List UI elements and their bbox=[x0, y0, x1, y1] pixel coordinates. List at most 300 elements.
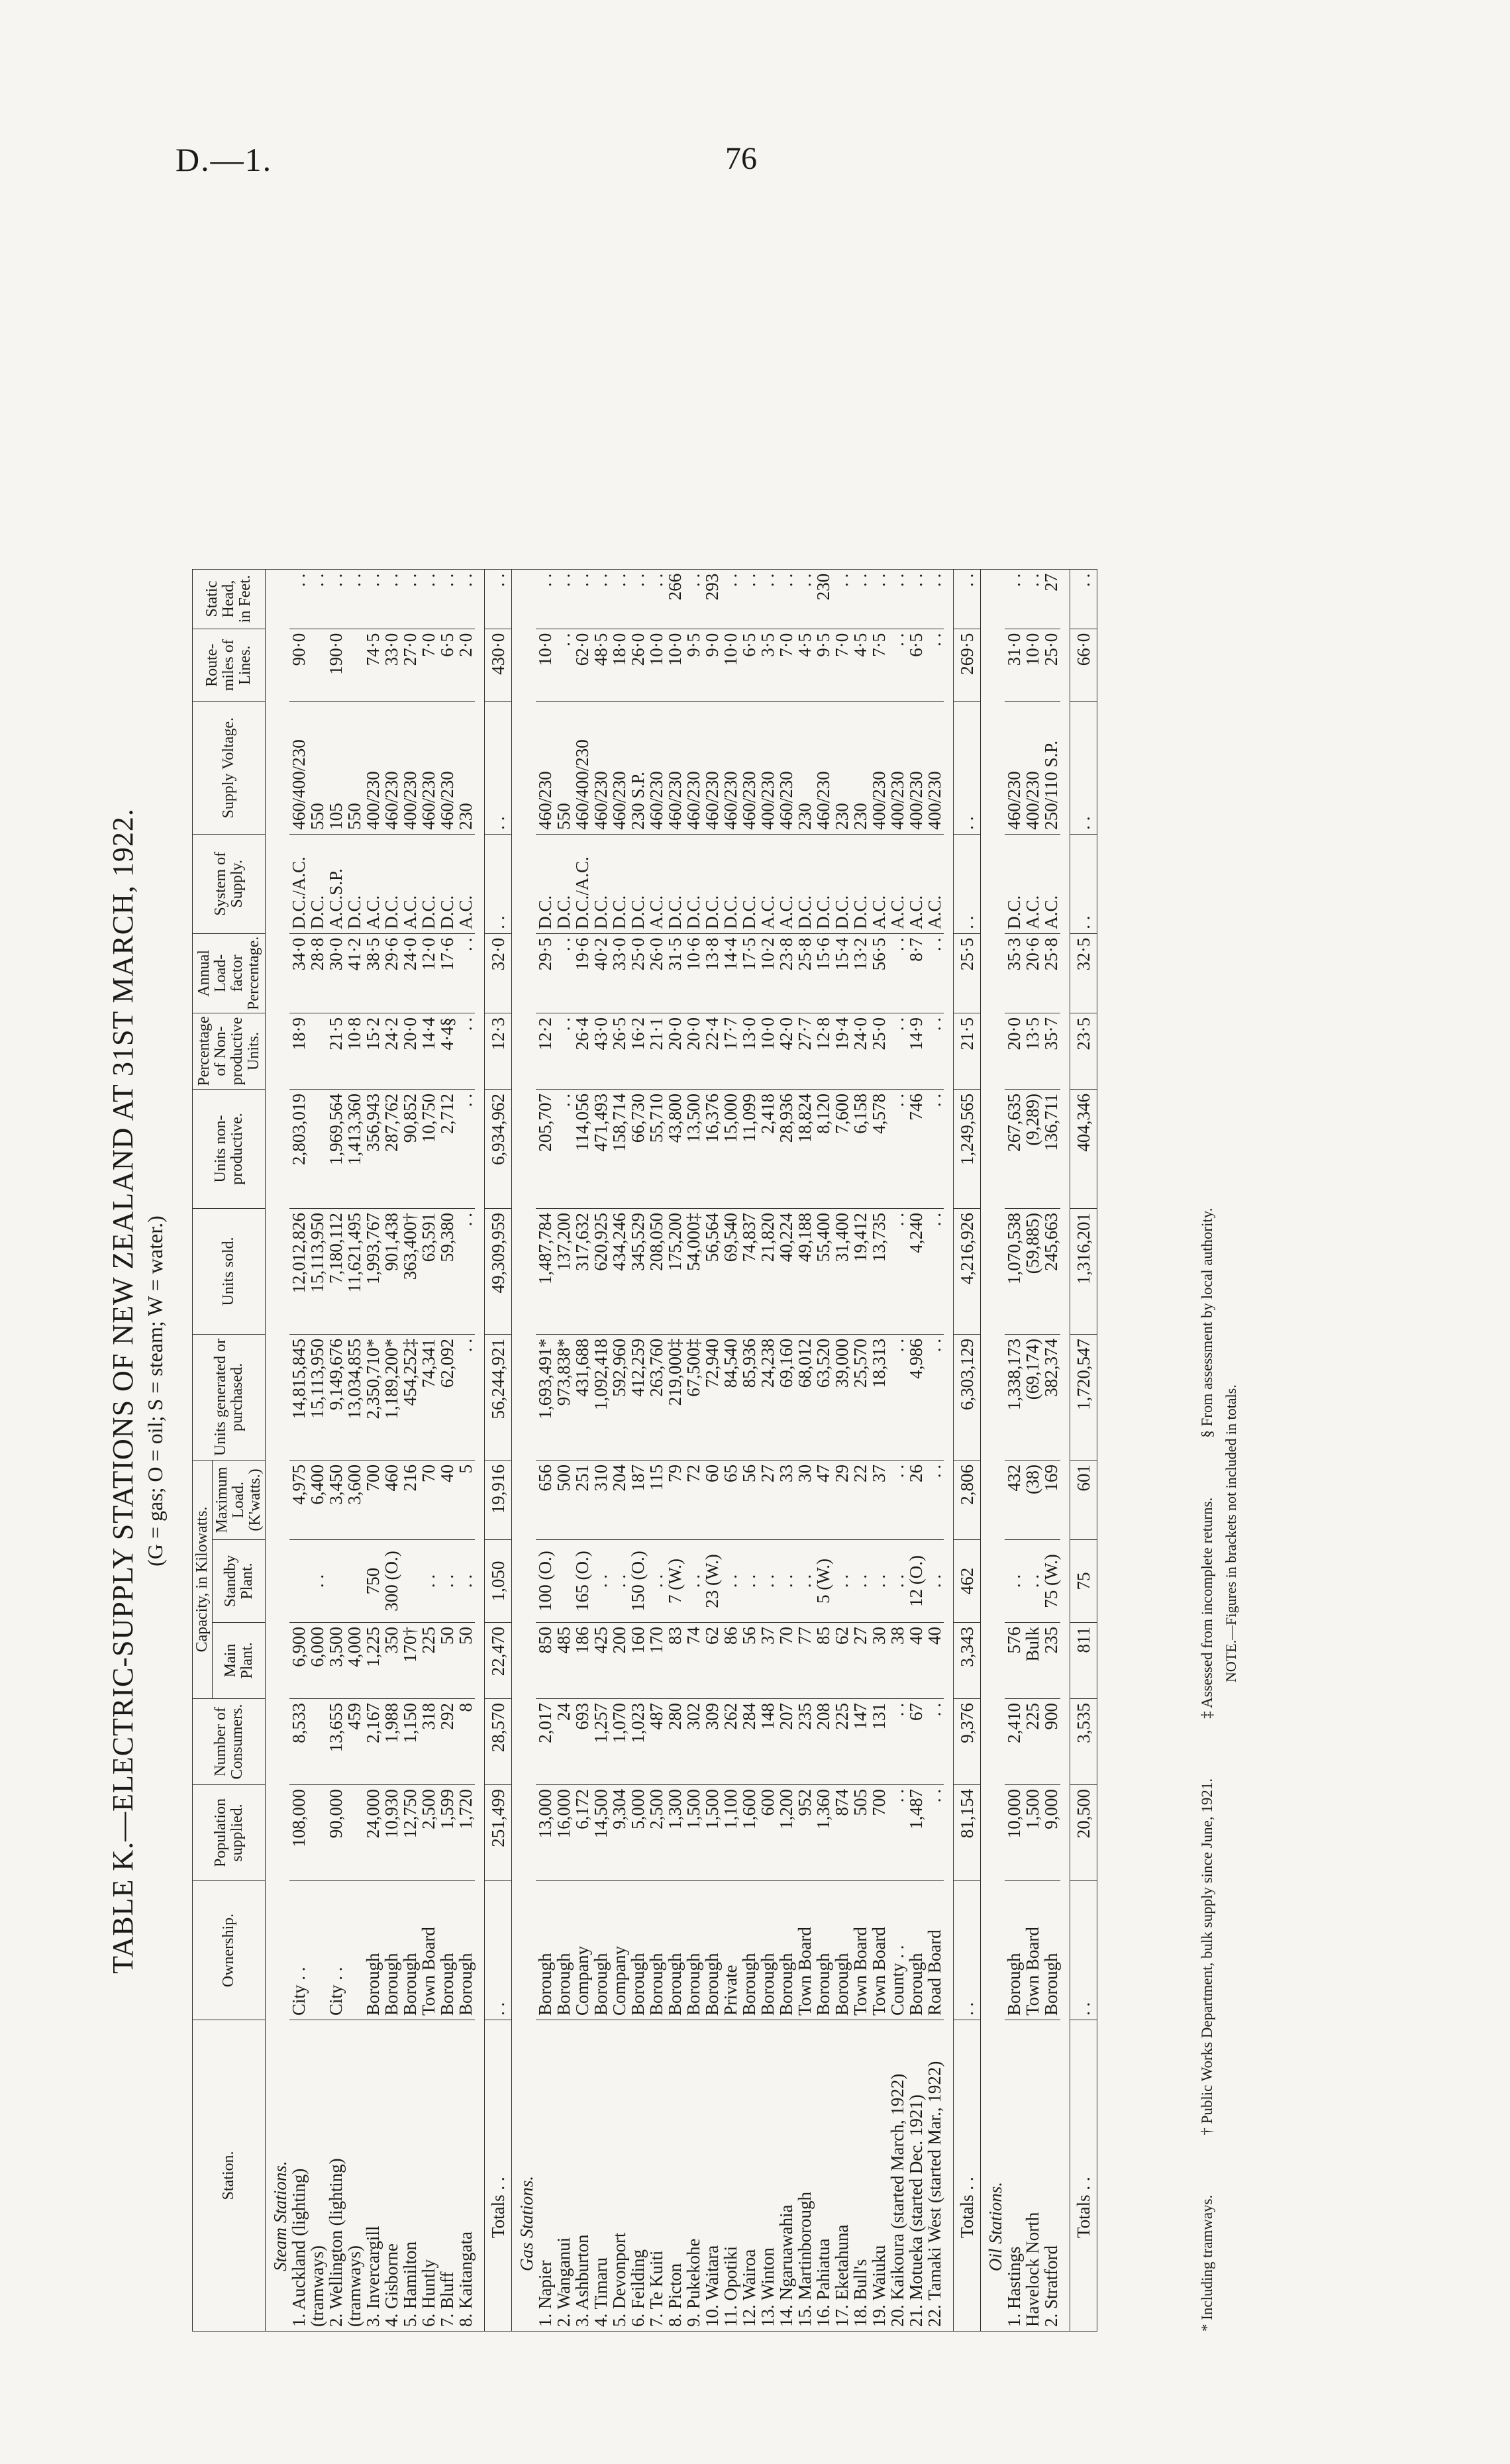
table-cell: 460/230 bbox=[536, 701, 554, 834]
table-cell: 32·5 bbox=[1070, 933, 1097, 1013]
table-cell: 56·5 bbox=[870, 933, 888, 1013]
table-cell: D.C. bbox=[684, 834, 703, 933]
table-cell: 20·0 bbox=[684, 1013, 703, 1090]
table-cell: 460/230 bbox=[721, 701, 740, 834]
table-cell: 10,750 bbox=[419, 1090, 438, 1209]
table-cell: . . bbox=[925, 933, 944, 1013]
table-row bbox=[610, 569, 629, 2331]
table-cell: 245,663 bbox=[1042, 1209, 1060, 1335]
table-cell: 400/230 bbox=[925, 701, 944, 834]
table-cell: 4·4§ bbox=[438, 1013, 456, 1090]
table-cell: 460/230 bbox=[419, 701, 438, 834]
table-cell: . . bbox=[907, 569, 925, 629]
table-cell: (38) bbox=[1023, 1461, 1042, 1540]
table-cell: 811 bbox=[1070, 1623, 1097, 1699]
table-cell: . . bbox=[888, 1013, 907, 1090]
table-cell: . . bbox=[1070, 569, 1097, 629]
table-cell: 263,760 bbox=[647, 1335, 666, 1461]
table-cell: 13,655 bbox=[327, 1699, 345, 1785]
table-row bbox=[721, 569, 740, 2331]
table-cell: 136,711 bbox=[1042, 1090, 1060, 1209]
table-cell: 1,500 bbox=[703, 1785, 721, 1881]
table-cell: 56,244,921 bbox=[485, 1335, 512, 1461]
table-cell: 700 bbox=[364, 1461, 382, 1540]
table-cell: 25·0 bbox=[1042, 629, 1060, 701]
table-cell: 1,050 bbox=[485, 1540, 512, 1623]
table-cell: 14. Ngaruawahia bbox=[777, 2020, 795, 2332]
table-cell: 1,487,784 bbox=[536, 1209, 554, 1335]
table-cell: 74 bbox=[684, 1623, 703, 1699]
table-cell: 147 bbox=[851, 1699, 870, 1785]
table-cell: . . bbox=[832, 1540, 851, 1623]
footnote: § From assessment by local authority. bbox=[1199, 1207, 1215, 1438]
table-cell: 115 bbox=[647, 1461, 666, 1540]
col-nonproductive: Units non-productive. bbox=[193, 1090, 266, 1209]
table-cell bbox=[308, 1013, 327, 1090]
table-cell: . . bbox=[1023, 569, 1042, 629]
table-cell: 4,240 bbox=[907, 1209, 925, 1335]
table-cell: 49,309,959 bbox=[485, 1209, 512, 1335]
table-cell: 485 bbox=[554, 1623, 573, 1699]
table-cell: Borough bbox=[758, 1881, 777, 2020]
table-cell: 10·0 bbox=[666, 629, 684, 701]
table-cell: 19,916 bbox=[485, 1461, 512, 1540]
table-cell: 292 bbox=[438, 1699, 456, 1785]
table-cell: 1,693,491* bbox=[536, 1335, 554, 1461]
col-static-head: Static Head, in Feet. bbox=[193, 569, 266, 629]
table-row bbox=[573, 569, 591, 2331]
table-cell: 460/230 bbox=[703, 701, 721, 834]
table-cell: 2. Wellington (lighting) bbox=[327, 2020, 345, 2332]
table-cell: 460/230 bbox=[382, 701, 401, 834]
table-cell: D.C. bbox=[610, 834, 629, 933]
table-cell: 19·4 bbox=[832, 1013, 851, 1090]
table-cell: 400/230 bbox=[888, 701, 907, 834]
table-cell: Borough bbox=[438, 1881, 456, 2020]
table-cell bbox=[345, 629, 364, 701]
table-cell: 77 bbox=[795, 1623, 814, 1699]
table-cell: 43,800 bbox=[666, 1090, 684, 1209]
table-row bbox=[795, 569, 814, 2331]
table-cell: 90,000 bbox=[327, 1785, 345, 1881]
col-population: Population supplied. bbox=[193, 1785, 266, 1881]
table-cell: A.C. bbox=[777, 834, 795, 933]
table-cell: 15·2 bbox=[364, 1013, 382, 1090]
table-cell: A.C.S.P. bbox=[327, 834, 345, 933]
table-cell: . . bbox=[382, 569, 401, 629]
table-cell: 2·0 bbox=[456, 629, 475, 701]
table-cell: . . bbox=[925, 1699, 944, 1785]
table-cell: 900 bbox=[1042, 1699, 1060, 1785]
table-cell: D.C. bbox=[308, 834, 327, 933]
table-cell: Totals . . bbox=[485, 2020, 512, 2332]
table-cell: 15,113,950 bbox=[308, 1335, 327, 1461]
table-cell: 40 bbox=[907, 1623, 925, 1699]
table-cell: 190·0 bbox=[327, 629, 345, 701]
table-cell: 28,936 bbox=[777, 1090, 795, 1209]
table-cell: . . bbox=[777, 1540, 795, 1623]
table-cell: 17·6 bbox=[438, 933, 456, 1013]
table-cell: 300 (O.) bbox=[382, 1540, 401, 1623]
table-cell: . . bbox=[925, 1461, 944, 1540]
table-cell: 9·5 bbox=[814, 629, 832, 701]
table-cell: . . bbox=[832, 569, 851, 629]
table-cell: 750 bbox=[364, 1540, 382, 1623]
section-heading bbox=[266, 569, 290, 2331]
table-row bbox=[438, 569, 456, 2331]
table-cell: . . bbox=[554, 933, 573, 1013]
table-cell: D.C. bbox=[666, 834, 684, 933]
table-cell: 18,824 bbox=[795, 1090, 814, 1209]
table-cell: . . bbox=[925, 569, 944, 629]
table-cell: 225 bbox=[832, 1699, 851, 1785]
table-cell: 460/230 bbox=[666, 701, 684, 834]
table-cell: 1,720 bbox=[456, 1785, 475, 1881]
table-cell: 108,000 bbox=[289, 1785, 308, 1881]
table-cell: Town Board bbox=[851, 1881, 870, 2020]
table-cell: . . bbox=[591, 569, 610, 629]
table-cell: . . bbox=[345, 569, 364, 629]
table-cell: 9,000 bbox=[1042, 1785, 1060, 1881]
table-cell: 363,400† bbox=[401, 1209, 419, 1335]
table-cell: D.C. bbox=[345, 834, 364, 933]
table-cell: . . bbox=[610, 1540, 629, 1623]
table-cell: 25·0 bbox=[870, 1013, 888, 1090]
table-cell: 26·0 bbox=[629, 629, 647, 701]
table-cell: 2,500 bbox=[647, 1785, 666, 1881]
table-cell: Borough bbox=[382, 1881, 401, 2020]
table-row bbox=[629, 569, 647, 2331]
table-cell: 24 bbox=[554, 1699, 573, 1785]
table-cell: 14·4 bbox=[419, 1013, 438, 1090]
table-cell: . . bbox=[1005, 569, 1023, 629]
table-cell: D.C. bbox=[629, 834, 647, 933]
table-cell: 7. Te Kuiti bbox=[647, 2020, 666, 2332]
table-cell: 169 bbox=[1042, 1461, 1060, 1540]
table-cell: . . bbox=[740, 569, 758, 629]
table-cell: 430·0 bbox=[485, 629, 512, 701]
table-cell: 15,113,950 bbox=[308, 1209, 327, 1335]
table-cell: 7. Bluff bbox=[438, 2020, 456, 2332]
table-cell: 19·6 bbox=[573, 933, 591, 1013]
table-cell: 302 bbox=[684, 1699, 703, 1785]
table-cell: A.C. bbox=[907, 834, 925, 933]
table-cell: 1,413,360 bbox=[345, 1090, 364, 1209]
section-heading bbox=[512, 569, 536, 2331]
table-cell: 75 bbox=[1070, 1540, 1097, 1623]
table-row bbox=[554, 569, 573, 2331]
table-cell: 6·5 bbox=[740, 629, 758, 701]
table-cell: 1,300 bbox=[666, 1785, 684, 1881]
table-cell: 42·0 bbox=[777, 1013, 795, 1090]
table-cell: 10·0 bbox=[647, 629, 666, 701]
table-cell: 18,313 bbox=[870, 1335, 888, 1461]
table-cell: Totals . . bbox=[954, 2020, 981, 2332]
table-cell: 14,815,845 bbox=[289, 1335, 308, 1461]
table-row bbox=[419, 569, 438, 2331]
table-cell: 22. Tamaki West (started Mar., 1922) bbox=[925, 2020, 944, 2332]
table-row bbox=[666, 569, 684, 2331]
table-cell: 74,837 bbox=[740, 1209, 758, 1335]
table-cell: 14,500 bbox=[591, 1785, 610, 1881]
table-row bbox=[851, 569, 870, 2331]
table-cell: 6·5 bbox=[438, 629, 456, 701]
table-cell: 1. Hastings bbox=[1005, 2020, 1023, 2332]
table-cell: Borough bbox=[1005, 1881, 1023, 2020]
table-cell: Totals . . bbox=[1070, 2020, 1097, 2332]
table-cell: Borough bbox=[364, 1881, 382, 2020]
table-cell: 1,500 bbox=[1023, 1785, 1042, 1881]
table-cell: 8,120 bbox=[814, 1090, 832, 1209]
table-cell: Town Board bbox=[870, 1881, 888, 2020]
table-cell: 505 bbox=[851, 1785, 870, 1881]
table-cell: 656 bbox=[536, 1461, 554, 1540]
table-cell: . . bbox=[954, 569, 981, 629]
table-cell: . . bbox=[591, 1540, 610, 1623]
table-cell: 460/230 bbox=[740, 701, 758, 834]
table-cell: 5 (W.) bbox=[814, 1540, 832, 1623]
table-cell: . . bbox=[888, 629, 907, 701]
table-cell: (tramways) bbox=[345, 2020, 364, 2332]
table-cell: . . bbox=[308, 1540, 327, 1623]
table-cell bbox=[401, 1540, 419, 1623]
table-cell: Borough bbox=[740, 1881, 758, 2020]
table-cell: Town Board bbox=[419, 1881, 438, 2020]
table-cell: 26·5 bbox=[610, 1013, 629, 1090]
table-cell: 1,600 bbox=[740, 1785, 758, 1881]
table-cell: . . bbox=[456, 1013, 475, 1090]
table-cell: 3,600 bbox=[345, 1461, 364, 1540]
table-cell: 33·0 bbox=[610, 933, 629, 1013]
table-cell: 2,806 bbox=[954, 1461, 981, 1540]
table-cell: 23 (W.) bbox=[703, 1540, 721, 1623]
table-cell: . . bbox=[870, 569, 888, 629]
table-cell: . . bbox=[954, 834, 981, 933]
table-cell: D.C./A.C. bbox=[289, 834, 308, 933]
table-cell: 550 bbox=[308, 701, 327, 834]
table-cell: 21. Motueka (started Dec. 1921) bbox=[907, 2020, 925, 2332]
table-cell: 37 bbox=[758, 1623, 777, 1699]
table-cell: 208,050 bbox=[647, 1209, 666, 1335]
table-cell: 63,520 bbox=[814, 1335, 832, 1461]
table-cell: . . bbox=[888, 1209, 907, 1335]
table-cell bbox=[308, 629, 327, 701]
table-cell: 462 bbox=[954, 1540, 981, 1623]
table-cell: Company bbox=[610, 1881, 629, 2020]
table-cell: 746 bbox=[907, 1090, 925, 1209]
table-cell: 148 bbox=[758, 1699, 777, 1785]
page-number: 76 bbox=[725, 141, 757, 176]
table-cell: 208 bbox=[814, 1699, 832, 1785]
table-body bbox=[266, 569, 1097, 2331]
table-cell: D.C. bbox=[721, 834, 740, 933]
table-cell: 219,000‡ bbox=[666, 1335, 684, 1461]
table-cell: . . bbox=[777, 569, 795, 629]
table-cell: 40 bbox=[438, 1461, 456, 1540]
table-cell: (tramways) bbox=[308, 2020, 327, 2332]
table-row bbox=[777, 569, 795, 2331]
table-cell: 66,730 bbox=[629, 1090, 647, 1209]
table-cell: 63,591 bbox=[419, 1209, 438, 1335]
table-cell: 25·0 bbox=[629, 933, 647, 1013]
table-cell: D.C. bbox=[382, 834, 401, 933]
table-cell: 2,500 bbox=[419, 1785, 438, 1881]
table-cell: 10·0 bbox=[721, 629, 740, 701]
table-cell: 69,540 bbox=[721, 1209, 740, 1335]
table-cell: 1,257 bbox=[591, 1699, 610, 1785]
table-cell: . . bbox=[1070, 701, 1097, 834]
table-cell: 15. Martinborough bbox=[795, 2020, 814, 2332]
table-cell: 4·5 bbox=[795, 629, 814, 701]
table-cell: 43·0 bbox=[591, 1013, 610, 1090]
table-cell: . . bbox=[888, 1090, 907, 1209]
table-cell: 23·5 bbox=[1070, 1013, 1097, 1090]
table-cell: 251 bbox=[573, 1461, 591, 1540]
table-cell: 1,993,767 bbox=[364, 1209, 382, 1335]
table-cell: 18·0 bbox=[610, 629, 629, 701]
table-row bbox=[591, 569, 610, 2331]
table-cell: 1,200 bbox=[777, 1785, 795, 1881]
table-cell: 287,762 bbox=[382, 1090, 401, 1209]
table-cell: . . bbox=[758, 1540, 777, 1623]
table-cell: . . bbox=[485, 1881, 512, 2020]
table-cell: 6. Feilding bbox=[629, 2020, 647, 2332]
spacer-row bbox=[1060, 569, 1070, 2331]
table-cell: 225 bbox=[1023, 1699, 1042, 1785]
table-cell: . . bbox=[485, 569, 512, 629]
table-cell: 72,940 bbox=[703, 1335, 721, 1461]
table-cell: Borough bbox=[907, 1881, 925, 2020]
table-cell: 40,224 bbox=[777, 1209, 795, 1335]
table-cell: 30 bbox=[870, 1623, 888, 1699]
table-cell: 24,000 bbox=[364, 1785, 382, 1881]
table-cell: 460/230 bbox=[647, 701, 666, 834]
table-cell: 83 bbox=[666, 1623, 684, 1699]
table-cell: 10·0 bbox=[1023, 629, 1042, 701]
table-row bbox=[925, 569, 944, 2331]
table-cell: 9·5 bbox=[684, 629, 703, 701]
table-cell bbox=[308, 1881, 327, 2020]
table-cell: 5 bbox=[456, 1461, 475, 1540]
table-cell: 27·0 bbox=[401, 629, 419, 701]
table-cell: 12·3 bbox=[485, 1013, 512, 1090]
table-cell: 12,012,826 bbox=[289, 1209, 308, 1335]
table-cell: 29·5 bbox=[536, 933, 554, 1013]
table-cell: 2,350,710* bbox=[364, 1335, 382, 1461]
table-cell: 460/230 bbox=[684, 701, 703, 834]
table-cell: 225 bbox=[419, 1623, 438, 1699]
table-cell: . . bbox=[795, 569, 814, 629]
table-cell: 10,930 bbox=[382, 1785, 401, 1881]
table-cell: 8 bbox=[456, 1699, 475, 1785]
table-cell bbox=[554, 1540, 573, 1623]
table-cell: A.C. bbox=[870, 834, 888, 933]
table-cell: 1. Napier bbox=[536, 2020, 554, 2332]
table-cell: 34·0 bbox=[289, 933, 308, 1013]
table-cell: 10·8 bbox=[345, 1013, 364, 1090]
table-row bbox=[1005, 569, 1023, 2331]
table-cell: (69,174) bbox=[1023, 1335, 1042, 1461]
table-cell: 186 bbox=[573, 1623, 591, 1699]
table-cell: 114,056 bbox=[573, 1090, 591, 1209]
table-cell: 952 bbox=[795, 1785, 814, 1881]
table-cell: 693 bbox=[573, 1699, 591, 1785]
table-cell: 20. Kaikoura (started March, 1922) bbox=[888, 2020, 907, 2332]
table-cell: 187 bbox=[629, 1461, 647, 1540]
table-cell: D.C. bbox=[1005, 834, 1023, 933]
page-header-reference: D.—1. bbox=[176, 141, 273, 178]
table-cell: . . bbox=[647, 1540, 666, 1623]
table-cell: 7,180,112 bbox=[327, 1209, 345, 1335]
table-cell: . . bbox=[925, 1335, 944, 1461]
table-cell: 27 bbox=[1042, 569, 1060, 629]
table-cell: 40·2 bbox=[591, 933, 610, 1013]
table-cell: 35·3 bbox=[1005, 933, 1023, 1013]
table-cell: 318 bbox=[419, 1699, 438, 1785]
table-cell: 7·0 bbox=[832, 629, 851, 701]
footnote: * Including tramways. bbox=[1199, 2194, 1215, 2332]
table-cell: 7·5 bbox=[870, 629, 888, 701]
col-ownership: Ownership. bbox=[193, 1881, 266, 2020]
table-cell: . . bbox=[888, 1785, 907, 1881]
table-cell: 267,635 bbox=[1005, 1090, 1023, 1209]
table-cell: . . bbox=[554, 1090, 573, 1209]
table-cell: 293 bbox=[703, 569, 721, 629]
table-cell: . . bbox=[554, 629, 573, 701]
col-standby-plant: Standby Plant. bbox=[213, 1540, 266, 1623]
table-cell: 12,750 bbox=[401, 1785, 419, 1881]
table-cell: 1,360 bbox=[814, 1785, 832, 1881]
table-cell: . . bbox=[1070, 834, 1097, 933]
table-cell: 13·5 bbox=[1023, 1013, 1042, 1090]
table-cell: Borough bbox=[814, 1881, 832, 2020]
table-cell: 550 bbox=[554, 701, 573, 834]
table-cell: 235 bbox=[1042, 1623, 1060, 1699]
table-cell: 31,400 bbox=[832, 1209, 851, 1335]
section-heading-label: Gas Stations. bbox=[512, 569, 536, 2331]
table-cell: 460/230 bbox=[1005, 701, 1023, 834]
table-cell: Borough bbox=[536, 1881, 554, 2020]
table-cell: 17·5 bbox=[740, 933, 758, 1013]
table-cell: 7·0 bbox=[777, 629, 795, 701]
table-cell: 200 bbox=[610, 1623, 629, 1699]
table-cell: 79 bbox=[666, 1461, 684, 1540]
table-cell: A.C. bbox=[1023, 834, 1042, 933]
table-cell: 230 bbox=[851, 701, 870, 834]
table-cell: 434,246 bbox=[610, 1209, 629, 1335]
col-maximum-load: Maximum Load. (K'watts.) bbox=[213, 1461, 266, 1540]
table-cell: 165 (O.) bbox=[573, 1540, 591, 1623]
table-cell: 1,338,173 bbox=[1005, 1335, 1023, 1461]
table-cell: 21·1 bbox=[647, 1013, 666, 1090]
table-title: TABLE K.—ELECTRIC-SUPPLY STATIONS OF NEW ZEALAND AT 31ST MARCH, 1922. bbox=[107, 808, 139, 1974]
table-cell bbox=[327, 1540, 345, 1623]
table-row bbox=[814, 569, 832, 2331]
table-cell: 1,092,418 bbox=[591, 1335, 610, 1461]
table-cell: 15·4 bbox=[832, 933, 851, 1013]
table-cell: 11,099 bbox=[740, 1090, 758, 1209]
table-cell: 60 bbox=[703, 1461, 721, 1540]
table-cell: 40 bbox=[925, 1623, 944, 1699]
table-cell: D.C. bbox=[591, 834, 610, 933]
table-cell: 1,249,565 bbox=[954, 1090, 981, 1209]
table-cell: . . bbox=[327, 569, 345, 629]
table-cell: 14·4 bbox=[721, 933, 740, 1013]
table-cell: 14·9 bbox=[907, 1013, 925, 1090]
table-cell: 26·0 bbox=[647, 933, 666, 1013]
table-cell: . . bbox=[888, 1540, 907, 1623]
table-cell: 600 bbox=[758, 1785, 777, 1881]
